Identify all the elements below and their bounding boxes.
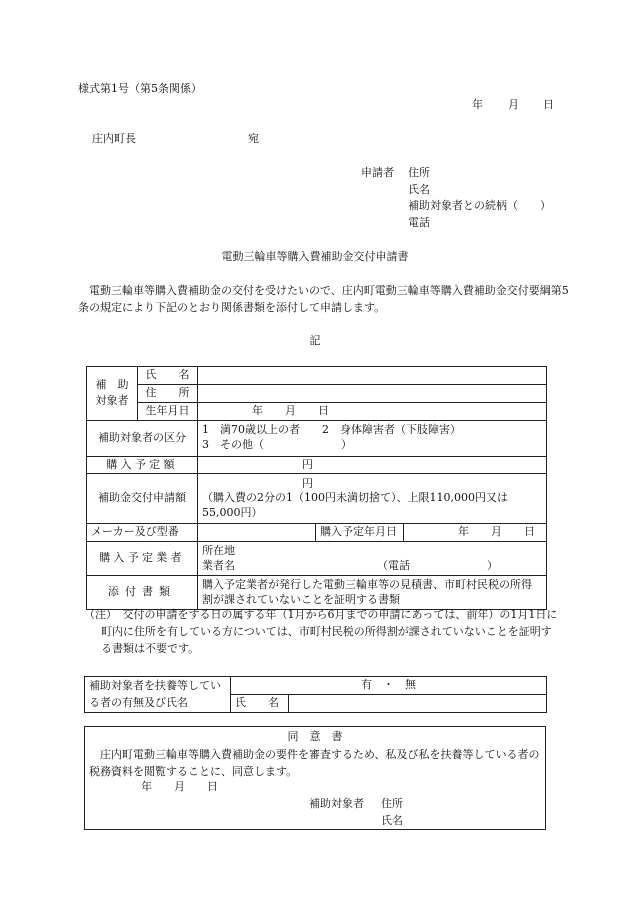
grant-yen: 円 [302, 476, 313, 490]
maker-field[interactable] [198, 524, 316, 542]
address-field[interactable] [198, 384, 547, 402]
applicant-name-label: 氏名 [408, 183, 430, 196]
planned-price-field[interactable]: 円 [198, 456, 547, 474]
form-number: 様式第1号（第5条関係） [78, 82, 202, 95]
applicant-relation-label: 補助対象者との続柄（ ） [408, 199, 551, 212]
category-option-line2: 3 その他（ ） [202, 438, 352, 452]
consent-text: 庄内町電動三輪車等購入費補助金の要件を審査するため、私及び私を扶養等している者の税務資料を閲覧することに、同意します。 [89, 748, 540, 778]
table-row [87, 402, 547, 420]
vendor-phone-label: （電話 ） [377, 558, 498, 572]
date-year: 年 [472, 98, 483, 111]
address-label: 住 所 [138, 384, 198, 402]
subject-label: 補 助対象者 [87, 367, 138, 421]
dependent-name-label: 氏 名 [231, 695, 289, 713]
form-title: 電動三輪車等購入費補助金交付申請書 [221, 250, 409, 263]
purchase-date-label: 購入予定年月日 [316, 524, 404, 542]
grant-note: （購入費の2分の1（100円未満切捨て）、上限110,000円又は55,000円） [202, 491, 508, 520]
date-day: 日 [543, 98, 554, 111]
consent-name-label: 氏名 [381, 814, 403, 827]
dependent-name-field[interactable] [289, 695, 547, 713]
consent-date[interactable]: 年 月 日 [141, 780, 218, 793]
name-field[interactable] [198, 367, 547, 385]
planned-price-label: 購入予定額 [87, 456, 198, 474]
purchase-date-field[interactable]: 年 月 日 [404, 524, 547, 542]
ki-label: 記 [309, 334, 321, 347]
date-month: 月 [508, 98, 519, 111]
grant-label: 補助金交付申請額 [87, 474, 198, 524]
consent-subject-label: 補助対象者 [309, 797, 364, 810]
table-row [87, 420, 547, 456]
dependent-label: 補助対象者を扶養等している者の有無及び氏名 [85, 677, 231, 713]
note-text: （注） 交付の申請をする日の属する年（1月から6月までの申請にあっては、前年）の1月1日に町内に住所を有している方については、市町村民税の所得割が課されていないことを証明する書類は不要です。 [84, 608, 558, 656]
consent-title: 同 意 書 [287, 730, 343, 743]
grant-field[interactable] [198, 474, 547, 524]
recipient: 庄内町長 [92, 132, 136, 145]
attach-label: 添付書類 [87, 576, 198, 610]
category-field[interactable] [198, 420, 547, 456]
vendor-label: 購入予定業者 [87, 542, 198, 576]
consent-address-label: 住所 [381, 797, 403, 810]
birth-label: 生年月日 [138, 402, 198, 420]
yes-no-field[interactable]: 有 ・ 無 [231, 677, 547, 695]
applicant-phone-label: 電話 [408, 216, 430, 229]
applicant-address-label: 住所 [408, 166, 430, 179]
table-row [87, 576, 547, 610]
dependent-table [84, 676, 547, 713]
vendor-field[interactable] [198, 542, 547, 576]
table-row [87, 474, 547, 524]
attach-text: 購入予定業者が発行した電動三輪車等の見積書、市町村民税の所得割が課されていないことを証明する書類 [198, 576, 547, 610]
maker-label: メーカー及び型番 [87, 524, 198, 542]
category-label: 補助対象者の区分 [87, 420, 198, 456]
table-row [87, 456, 547, 474]
recipient-suffix: 宛 [248, 132, 259, 145]
table-row [87, 367, 547, 385]
vendor-address-label: 所在地 [202, 543, 235, 557]
vendor-name-row [202, 559, 542, 574]
vendor-name-label: 業者名 [202, 558, 235, 572]
table-row [87, 524, 547, 542]
table-row [87, 384, 547, 402]
birth-field[interactable]: 年 月 日 [198, 402, 547, 420]
name-label: 氏 名 [138, 367, 198, 385]
table-row [85, 677, 547, 695]
table-row [87, 542, 547, 576]
consent-box [84, 726, 546, 830]
category-option-line1: 1 満70歳以上の者 2 身体障害者（下肢障害） [202, 423, 461, 437]
application-table [86, 366, 547, 610]
applicant-label: 申請者 [361, 166, 394, 179]
body-paragraph: 電動三輪車等購入費補助金の交付を受けたいので、庄内町電動三輪車等購入費補助金交付要綱第5条の規定により下記のとおり関係書類を添付して申請します。 [78, 284, 569, 314]
